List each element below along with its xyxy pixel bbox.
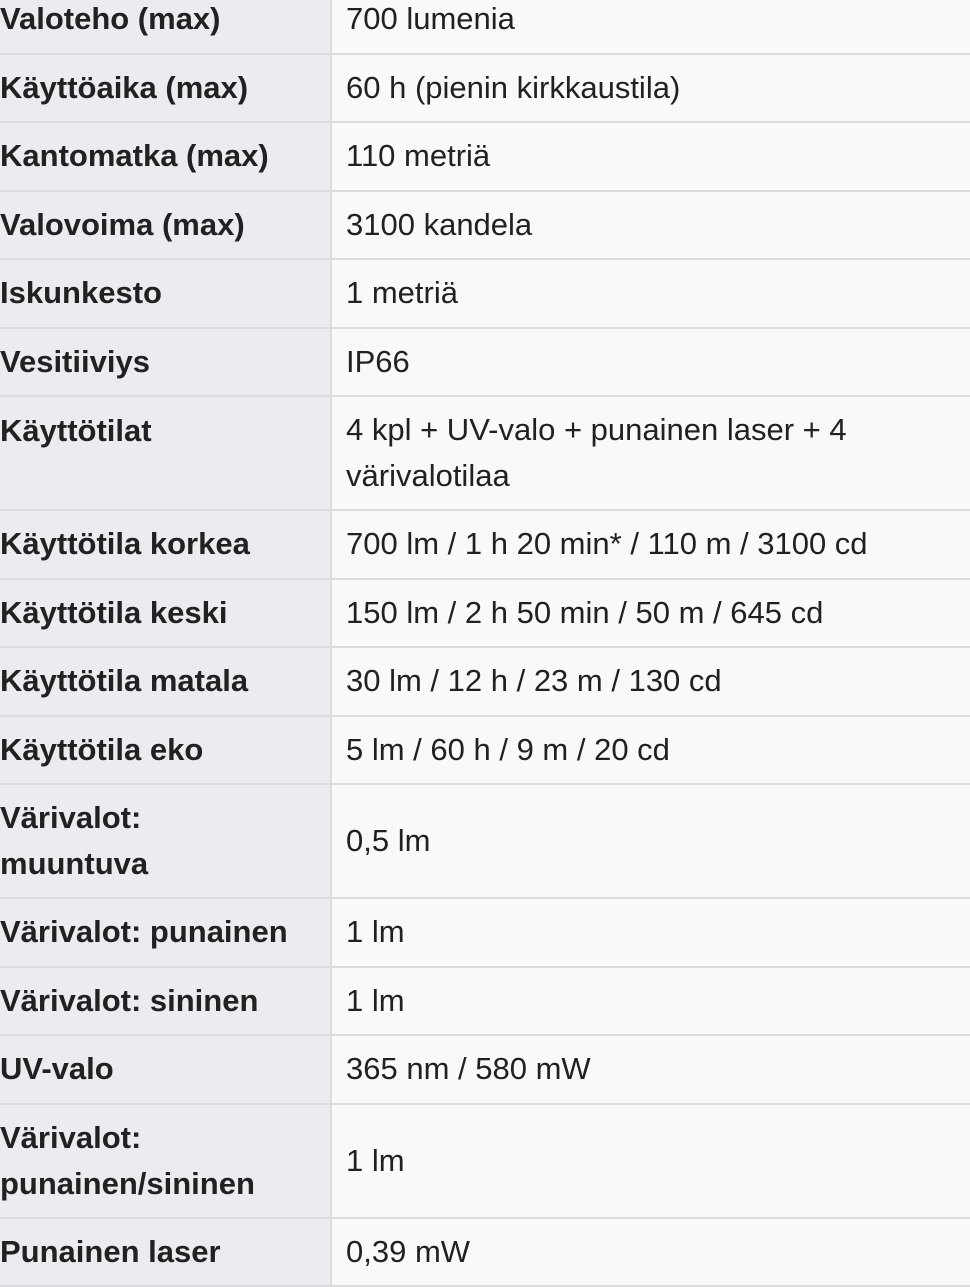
- spec-row: [0, 55, 970, 124]
- spec-row: [0, 785, 970, 899]
- spec-row: [0, 717, 970, 786]
- spec-value: 365 nm / 580 mW: [332, 1036, 970, 1103]
- spec-value: 5 lm / 60 h / 9 m / 20 cd: [332, 717, 970, 784]
- spec-row: [0, 1219, 970, 1287]
- spec-value: 1 lm: [332, 968, 970, 1035]
- spec-value: 3100 kandela: [332, 192, 970, 259]
- spec-value: IP66: [332, 329, 970, 396]
- spec-label: Värivalot: punainen: [0, 899, 332, 966]
- spec-row: [0, 899, 970, 968]
- spec-value: 4 kpl + UV-valo + punainen laser + 4 värivalotilaa: [332, 397, 970, 509]
- spec-value: 700 lumenia: [332, 0, 970, 53]
- spec-row: [0, 968, 970, 1037]
- spec-row: [0, 123, 970, 192]
- spec-value: 1 lm: [332, 1105, 970, 1217]
- spec-row: [0, 511, 970, 580]
- spec-label: Värivalot: punainen/sininen: [0, 1105, 332, 1217]
- spec-label: Värivalot: muuntuva: [0, 785, 332, 897]
- spec-value: 150 lm / 2 h 50 min / 50 m / 645 cd: [332, 580, 970, 647]
- spec-label: Punainen laser: [0, 1219, 332, 1286]
- spec-label: Valoteho (max): [0, 0, 332, 53]
- spec-value: 60 h (pienin kirkkaustila): [332, 55, 970, 122]
- spec-row: [0, 192, 970, 261]
- spec-label: Käyttötila korkea: [0, 511, 332, 578]
- spec-label: Käyttötila eko: [0, 717, 332, 784]
- spec-row: [0, 329, 970, 398]
- spec-row: [0, 648, 970, 717]
- spec-row: [0, 397, 970, 511]
- spec-value: 700 lm / 1 h 20 min* / 110 m / 3100 cd: [332, 511, 970, 578]
- spec-label: Kantomatka (max): [0, 123, 332, 190]
- spec-label: Käyttöaika (max): [0, 55, 332, 122]
- spec-label: Iskunkesto: [0, 260, 332, 327]
- spec-value: 30 lm / 12 h / 23 m / 130 cd: [332, 648, 970, 715]
- spec-value: 1 metriä: [332, 260, 970, 327]
- spec-row: [0, 0, 970, 55]
- spec-label: Värivalot: sininen: [0, 968, 332, 1035]
- spec-row: [0, 580, 970, 649]
- spec-label: Käyttötilat: [0, 397, 332, 509]
- spec-value: 1 lm: [332, 899, 970, 966]
- spec-value: 110 metriä: [332, 123, 970, 190]
- spec-label: UV-valo: [0, 1036, 332, 1103]
- spec-value: 0,39 mW: [332, 1219, 970, 1286]
- spec-label: Vesitiiviys: [0, 329, 332, 396]
- spec-row: [0, 260, 970, 329]
- spec-label: Valovoima (max): [0, 192, 332, 259]
- spec-label: Käyttötila keski: [0, 580, 332, 647]
- spec-label: Käyttötila matala: [0, 648, 332, 715]
- spec-row: [0, 1105, 970, 1219]
- spec-row: [0, 1036, 970, 1105]
- spec-value: 0,5 lm: [332, 785, 970, 897]
